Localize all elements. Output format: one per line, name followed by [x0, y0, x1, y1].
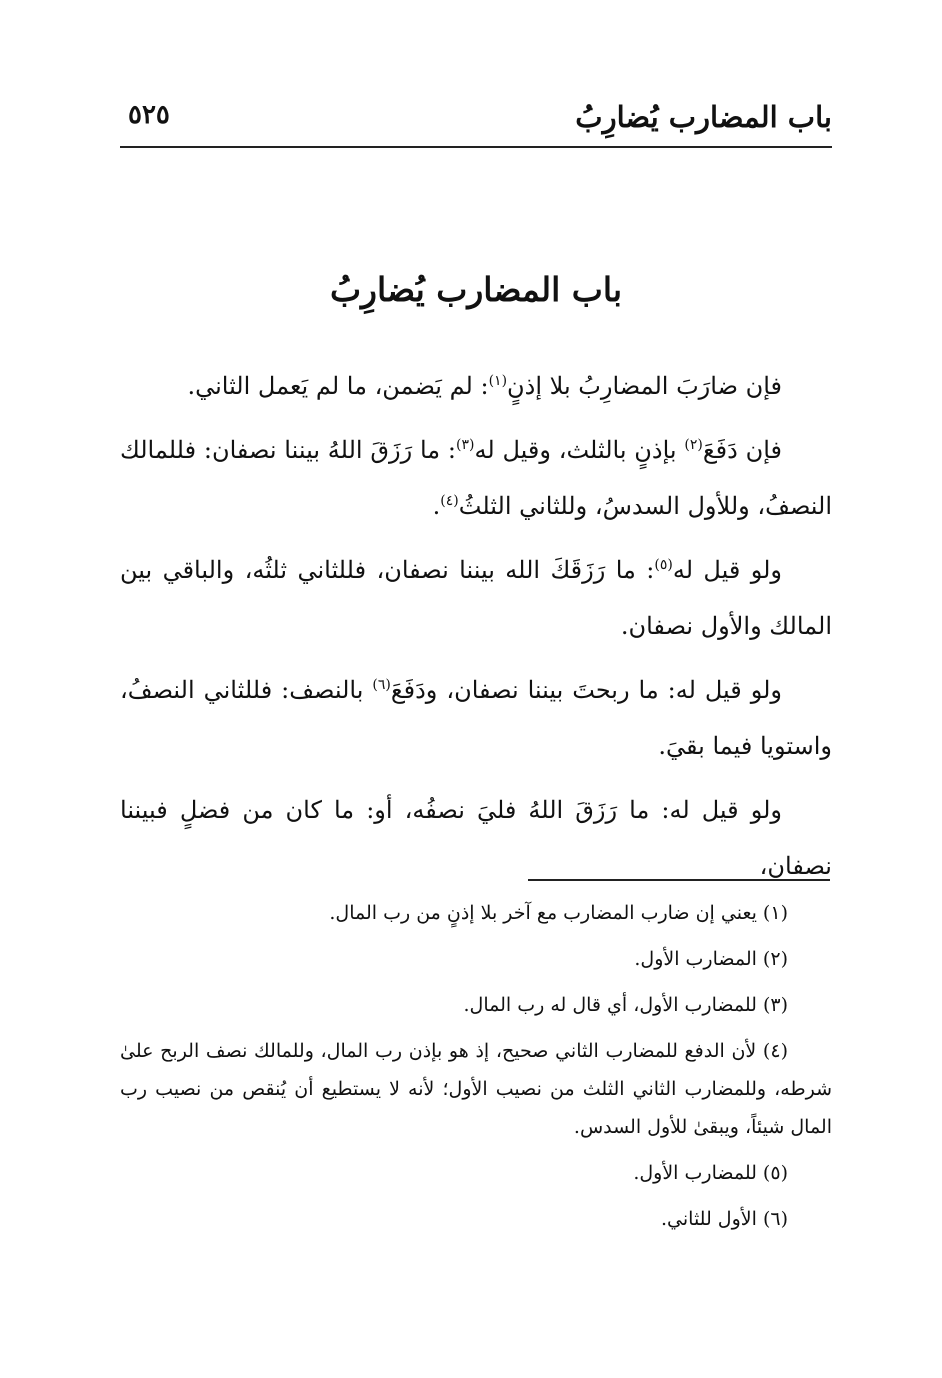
footnote: (٣) للمضارب الأول، أي قال له رب المال.: [463, 994, 788, 1016]
footnote-ref: (٢): [684, 437, 703, 453]
chapter-title: باب المضارب يُضارِبُ: [329, 270, 623, 309]
footnote-ref: (٥): [654, 557, 673, 573]
footnotes: [120, 894, 832, 1246]
paragraph: [120, 542, 832, 654]
paragraph-text: ولو قيل له: ما رَزَقَ اللهُ فليَ نصفُه، أو: ما كان من فضلٍ فبيننا نصفان،: [120, 796, 832, 880]
paragraph-text: فإن دَفَعَ: [702, 436, 782, 464]
paragraph: [120, 422, 832, 534]
footnote: (٢) المضارب الأول.: [634, 948, 788, 970]
footnote-ref: (٦): [372, 677, 391, 693]
footnote: (٤) لأن الدفع للمضارب الثاني صحيح، إذ هو بإذن رب المال، وللمالك نصف الربح علىٰ شرطه، وللمضارب الثاني الثلث من نصيب الأول؛ لأنه لا يستطيع أن يُنقص من نصيب رب المال شيئاً، ويبقىٰ للأول السدس.: [120, 1040, 832, 1138]
paragraph-text: ولو قيل له: [672, 556, 782, 584]
page-header: [120, 96, 832, 148]
footnote: (٦) الأول للثاني.: [661, 1208, 788, 1230]
footnote: (١) يعني إن ضارب المضارب مع آخر بلا إذنٍ من رب المال.: [329, 902, 788, 924]
paragraph-text: فإن ضارَبَ المضارِبُ بلا إذنٍ: [507, 372, 782, 400]
paragraph-text: .: [432, 492, 441, 520]
main-text: [120, 358, 832, 902]
paragraph-text: : ما رَزَقَكَ الله بيننا نصفان، فللثاني ثلثُه، والباقي بين المالك والأول نصفان.: [120, 556, 832, 640]
paragraph: [120, 662, 832, 774]
paragraph-text: بإذنٍ بالثلث، وقيل له: [474, 436, 685, 464]
paragraph: [120, 782, 832, 894]
paragraph-text: بالنصف: فللثاني النصفُ، واستويا فيما بقيَ.: [120, 676, 832, 760]
footnote-ref: (٣): [456, 437, 475, 453]
paragraph-text: ولو قيل له: ما ربحتَ بيننا نصفان، ودَفَعَ: [390, 676, 782, 704]
paragraph-text: : ما رَزَقَ اللهُ بيننا نصفان: فللمالك النصفُ، وللأول السدسُ، وللثاني الثلثُ: [120, 436, 832, 520]
footnote: (٥) للمضارب الأول.: [633, 1162, 788, 1184]
paragraph-text: : لم يَضمن، ما لم يَعمل الثاني.: [187, 372, 489, 400]
footnote-ref: (٤): [440, 493, 459, 509]
paragraph: [120, 358, 832, 414]
footnote-ref: (١): [488, 373, 508, 389]
page-number: ٥٢٥: [128, 100, 170, 130]
footnote-divider: [528, 879, 830, 881]
running-title: باب المضارب يُضارِبُ: [575, 100, 832, 134]
